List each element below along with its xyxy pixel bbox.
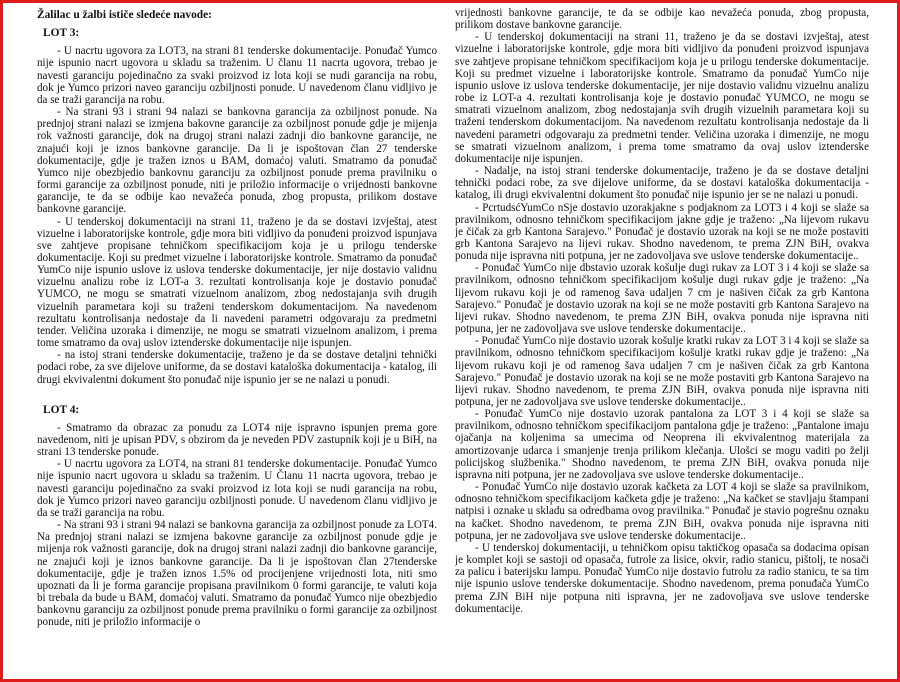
right-column <box>455 7 869 675</box>
lot4-paragraph: - U nacrtu ugovora za LOT4, na strani 81 tenderske dokumentacije. Ponuđač Yumco nije ispunio nacrt ugovora u skladu sa traženim. U Članu 11 nacrta ugovora, trebao je navesti garanciju pojedinačno za svaki proizvod iz lota koji se nudi garancija na robu, dok je Yumco prizori naveo garanciju ozbiljnosti ponude. U navedenom članu vidljivo je da se traži garancija na robu. <box>37 458 437 519</box>
lot4-paragraph: - Smatramo da obrazac za ponudu za LOT4 nije ispravno ispunjen prema gore navedenom, niti je upisan PDV, s obzirom da je neveden PDV zastupnik koji je u BiH, na strani 13 tenderske ponude. <box>37 421 437 459</box>
complaint-paragraph: - Ponuđač YumCo nije dostavio uzorak pantalona za LOT 3 i 4 koji se slaže sa pravilnikom, odnosno tehničkom specifikacijom pantalona gdje je traženo: „Pantalone imaju ojačanja na koljenima sa umecima od Neoprena ili ekvivalentnog materijala za amortizovanje udarca i smanjenje trenja prilikom klečanja. Ulošci se mogu vaditi po želji policijskog službenika." Shodno navedenom, te prema ZJN BiH, ovakva ponuda nije ispravna niti potpuna, jer ne zadovoljava sve uslove tenderske dokumentacije.. <box>455 408 869 481</box>
continued-paragraph: vrijednosti bankovne garancije, te da se odbije kao nevažeća ponuda, zbog propusta, prilikom dostave bankovne garancije. <box>455 7 869 32</box>
lot3-paragraph: - U nacrtu ugovora za LOT3, na strani 81 tenderske dokumentacije. Ponuđač Yumco nije ispunio nacrt ugovora u skladu sa traženim. U članu 11 nacrta ugovora, trebao je navesti garanciju pojedinačno za svaki proizvod iz lota koji se nudi garancija na robu, dok je Yumco prizori naveo garanciju ozbiljnosti ponude. U navedenom članu vidljivo je da se traži garancija na robu. <box>37 45 437 106</box>
complaint-paragraph: - U tenderskoj dokumentaciji, u tehničkom opisu taktičkog opasača sa dodacima opisan je komplet koji se sastoji od opasača, futrole za lisice, okvir, radio stanicu, pištolj, te nosači za palicu i baterijsku lampu. Ponuđač YumCo nije dostavio futrolu za radio stanicu, te sa tim nije ispunio uslove tenderske dokumentacije. Shodno navedenom, prema ponuđača YumCo prema ZJN BiH nije potpuna niti ispravna, jer ne zadovoljava sve uslove tenderske dokumentacije. <box>455 541 869 615</box>
complaint-paragraph: - Ponuđač YumCo nije dostavio uzorak košulje kratki rukav za LOT 3 i 4 koji se slaže sa pravilnikom, odnosno tehničkom specifikacijom košulje kratki rukav gdje je traženo: „Na lijevom rukavu koji je od ramenog šava udaljen 7 cm je našiven čičak za grb Kantona Sarajevo." Ponuđač je dostavio uzorak na koji se ne može postaviti grb Kantona Sarajevo na lijevi rukav. Shodno navedenom, te prema ZJN BiH, ovakva ponuda nije ispravna niti potpuna, jer ne zadovoljava sve uslove tenderske dokumentacije.. <box>455 335 869 408</box>
lot3-paragraph: - na istoj strani tenderske dokumentacije, traženo je da se dostave detaljni tehnički podaci robe, za sve dijelove uniforme, da se dostavi kataloška dokumentacija - katalog, ili drugi ekvivalentni dokument što ponuđač nije ispunio jer se ne nalazi u ponudi. <box>37 349 437 386</box>
complaint-heading: Žalilac u žalbi ističe sledeće navode: <box>37 9 212 21</box>
lot4-paragraph: - Na strani 93 i strani 94 nalazi se bankovna garancija za ozbiljnost ponude za LOT4. Na prednjoj strani nalazi se izmjena bakovne garancije za ozbiljnost ponude gdje je mijenja rok važnosti garancije, dok na drugoj strani nalazi zadnji dio bankovne garancije, ne znajući koji je iznos bankovne garancije. Da li je ispoštovan član 27tenderske dokumentacije, gdje je tražen iznos 1.5% od procijenjene vrijednosti lota, niti smo upoznati da li je forma garancije propisana pravilnikom 0 formi garancije, te valuti koja bi trebala da bude u BAM, domaćoj valuti. Smatramo da ponuđač Yumco nije obezbjedio bankovnu garanciju za ozbiljnost ponude prema pravilniku o formi garancije za ozbiljnost ponude, niti je priložio informacije o <box>37 519 437 629</box>
complaint-paragraph: - Ponuđač YumCo nije dostavio uzorak kačketa za LOT 4 koji se slaže sa pravilnikom, odnosno tehničkom specifikacijom kačketa gdje je traženo: „Na kačket se stavljaju štampani natpisi i oznake u skladu sa odredbama ovog pravilnika." Ponuđač je stavio pogrešnu oznaku na kačket. Shodno navedenom, te prema ZJN BiH, ovakva ponuda nije ispravna niti potpuna, jer ne zadovoljava sve uslove tenderske dokumentacije.. <box>455 481 869 542</box>
complaint-paragraph: - U tenderskoj dokumentaciji na strani 11, traženo je da se dostavi izvještaj, atest vizuelne i laboratorijske kontrole, gdje mora biti vidljivo da ponuđeni proizvod ispunjava sve zahtjeve propisane tehničkom specifikacijom koja je u prilogu tenderske dokumentacije. Koji su predmet vizuelne i laboratorijske kontrole. Smatramo da ponuđač YumCo nije ispunio uslove iz uslova tenderske dokumentacije, jer nije dostavio validnu vizuelnu analizu robe iz LOT-a 4. rezultati kontrolisanja koje je dostavio ponuđač YUMCO, ne mogu se smatrati vizuelnom analizom, zbog nedostajanja svih drugih vizuelnih parametara koji su traženi tenderskom dokumentacijom. Na navedenom rezultatu kontrolisanja nedostaje da li navedeni parametri odgovaraju za predmetni tender. Veličina uzoraka i dimenzije, ne mogu se smatrati vizuelnom analizom, i prema tome smatramo da ovaj uslov iztenderske dokumentacije nije ispunjen. <box>455 31 869 165</box>
lot3-paragraph: - U tenderskoj dokumentaciji na strani 11, traženo je da se dostavi izvještaj, atest vizuelne i laboratorijske kontrole, gdje mora biti vidljivo da ponuđeni proizvod ispunjava sve zahtjeve propisane tehničkom specifikacijom koja je u prilogu tenderske dokumentacije. Koji su predmet vizuelne i laboratorijske kontrole. Smatramo da ponuđač YumCo nije ispunio uslove iz uslova tenderske dokumentacije, jer nije dostavio validnu vizuelnu analizu robe iz LOT-a 3. rezultati kontrolisanja koje je dostavio ponuđač YUMCO, ne mogu se smatrati vizuelnom analizom, zbog nedostajanja svih drugih vizuelnih parametara koji su traženi tenderskom dokumentacijom. Na navedenom rezultatu kontrolisanja nedostaje da li navedeni parametri odgovaraju za predmetni tender. Veličina uzoraka i dimenzije, ne mogu se smatrati vizuelnom analizom, i prema tome smatramo da ovaj uslov iztenderske dokumentacije nije ispunjen. <box>37 215 437 350</box>
lot3-heading: LOT 3: <box>43 27 80 40</box>
complaint-paragraph: - Ponuđač YumCo nije dbstavio uzorak košulje dugi rukav za LOT 3 i 4 koji se slaže sa pravilnikom, odnosno tehničkom specifikacijom košulje dugi rukav gdje je traženo: „Na lijevom rukavu koji je od ramenog šava udaljen 7 cm je našiven čičak za grb Kantona Sarajevo." Ponuđač je dostavio uzorak na koji se ne može postaviti grb Kantona Sarajevo na lijevi rukav. Shodno navedenom, te prema ZJN BiH, ovakva ponuda nije ispravna niti potpuna, jer ne zadovoljava sve uslove tenderske dokumentacije.. <box>455 262 869 336</box>
complaint-paragraph: - PcrtudsćYumCo nSje dostavio uzorakjakne s podjaknom za LOT3 i 4 koji se slaže sa pravilnikom, odnosno tehničkom specifikacijom jakne gdje je traženo: „Na lijevom rukavu je čičak za grb Kantona Sarajevo." Ponuđač je dostavio uzorak na koji se ne može postaviti grb Kantona Sarajevo na lijevi rukav. Shodno navedenom, te prema ZJN BiH, ovakva ponuda nije ispravna niti potpuna, jer ne zadovoljava sve uslove tenderske dokumentacije.. <box>455 201 869 263</box>
lot4-heading: LOT 4: <box>43 403 80 416</box>
lot3-paragraph: - Na strani 93 i strani 94 nalazi se bankovna garancija za ozbiljnost ponude. Na prednjoj strani nalazi se izmjena bakovne garancije za ozbiljnost ponude gdje je mijenja rok važnosti garancije, dok na drugoj strani nalazi zadnji dio bankovne garancije, ne znajući koji je iznos bankovne garancije. Da li je ispoštovan član 27 tenderske dokumentacije, gdje je tražen iznos u BAM, domaćoj valuti. Smatramo da ponuđač Yumco nije obezbjedio bankovnu garanciju za ozbiljnost ponude prema pravilniku o formi garancije za ozbiljnost ponude, niti je priložio informacije o vrijednosti bankovne garancije, te da se odbije kao nevažeća ponuda, zbog propusta, prilikom dostave bankovne garancije. <box>37 106 437 216</box>
complaint-paragraph: - Nadalje, na istoj strani tenderske dokumentacije, traženo je da se dostave detaljni tehnički podaci robe, za sve dijelove uniforme, da se dostavi kataloška dokumentacija - katalog, ili drugi ekvivalentni dokument što ponuđač nije ispunio jer se ne nalazi u ponudi. <box>455 165 869 202</box>
left-column <box>37 7 437 675</box>
